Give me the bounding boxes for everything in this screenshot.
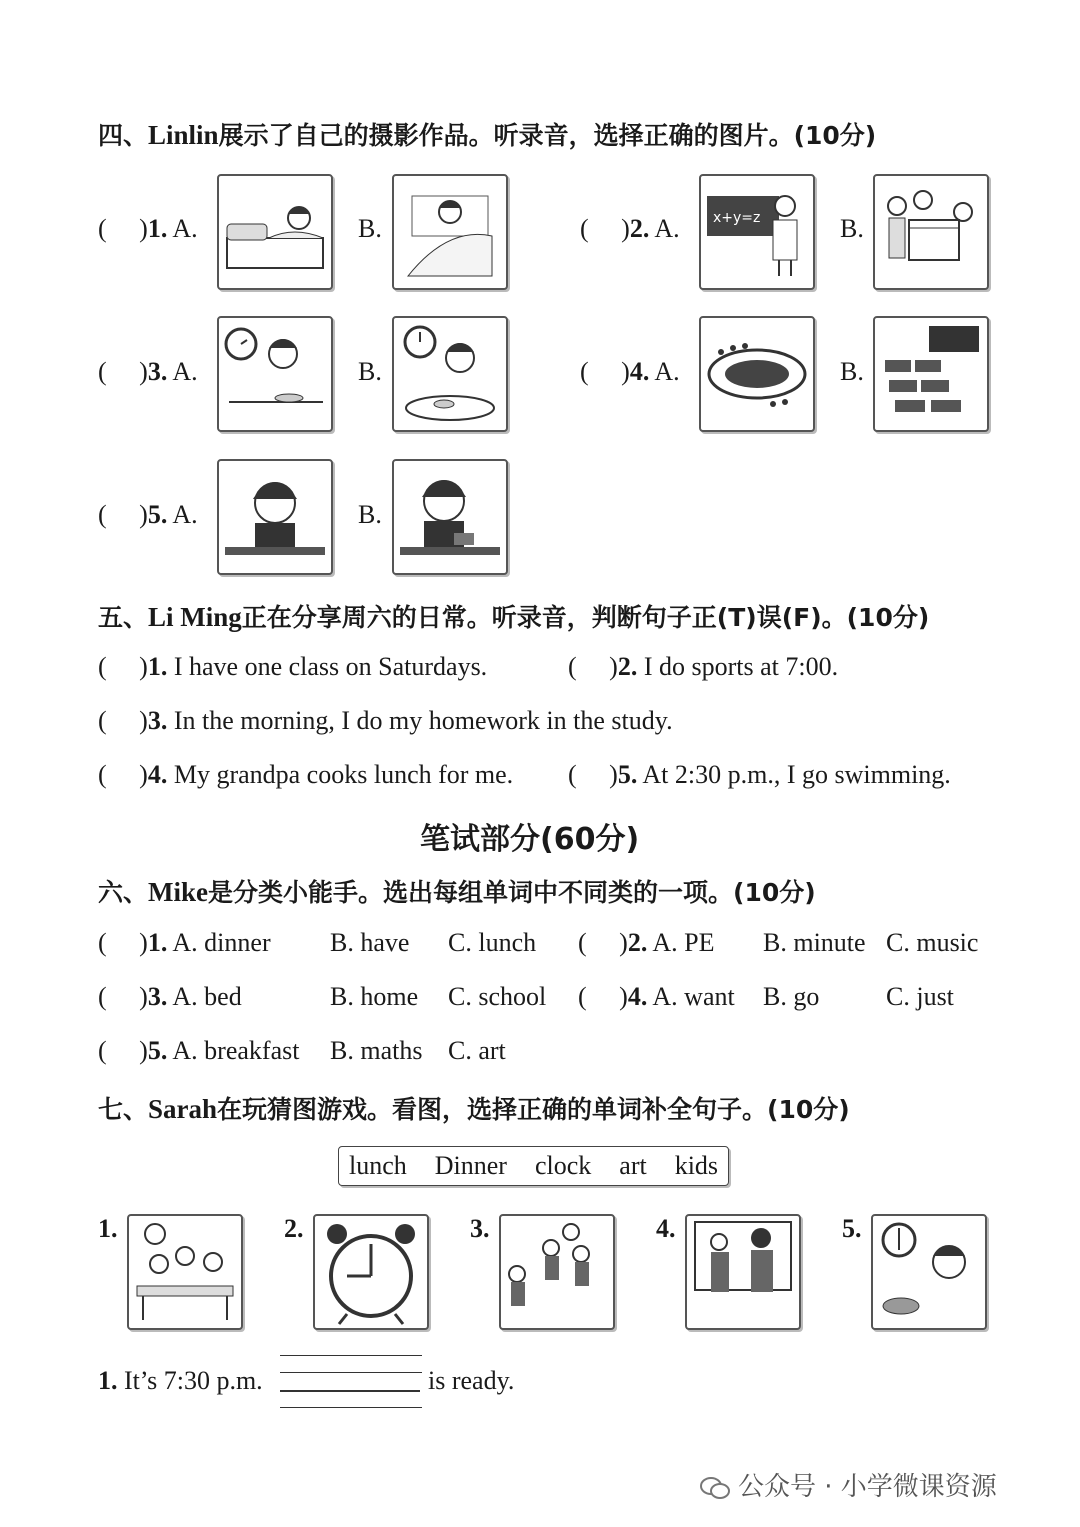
s7-sentence-1-end: is ready. <box>428 1366 515 1395</box>
s4-q1-picture-a-sleeping[interactable] <box>217 174 333 290</box>
s4-q4-picture-b-classroom[interactable] <box>873 316 989 432</box>
s4-q3-picture-b-clock-eating[interactable] <box>392 316 508 432</box>
word-lunch: lunch <box>349 1151 407 1180</box>
s7-picture-3-kids[interactable] <box>499 1214 615 1330</box>
s4-q5-picture-b-girl-eating[interactable] <box>392 459 508 575</box>
word-dinner: Dinner <box>434 1151 507 1180</box>
s5-item-1: ( )1. I have one class on Saturdays. <box>98 652 488 681</box>
s6-item-4-c: C. just <box>886 982 954 1011</box>
s7-picture-5-lunch[interactable] <box>871 1214 987 1330</box>
s7-pic-number-2: 2. <box>284 1214 304 1243</box>
s4-q3-picture-a-clock-breakfast[interactable] <box>217 316 333 432</box>
s6-item-2: ( )2. A. PE <box>578 928 715 957</box>
section6-title: 六、Mike是分类小能手。选出每组单词中不同类的一项。(10分) <box>98 877 816 907</box>
section4-title: 四、Linlin展示了自己的摄影作品。听录音，选择正确的图片。(10分) <box>98 120 877 150</box>
s6-item-1-c: C. lunch <box>448 928 537 957</box>
s5-item-4: ( )4. My grandpa cooks lunch for me. <box>98 760 514 789</box>
s4-q3-option-b: B. <box>358 357 382 386</box>
s5-item-3: ( )3. In the morning, I do my homework in the study. <box>98 706 673 735</box>
word-bank <box>338 1146 729 1186</box>
section7-title: 七、Sarah在玩猜图游戏。看图，选择正确的单词补全句子。(10分) <box>98 1094 850 1124</box>
section5-title: 五、Li Ming正在分享周六的日常。听录音，判断句子正(T)误(F)。(10分) <box>98 602 930 632</box>
s4-q5-label: ( )5. A. <box>98 500 198 529</box>
answer-line[interactable] <box>280 1390 420 1392</box>
written-part-title: 笔试部分(60分) <box>420 822 640 857</box>
s6-item-2-b: B. minute <box>763 928 866 957</box>
s4-q2-picture-b-music[interactable] <box>873 174 989 290</box>
s7-pic-number-3: 3. <box>470 1214 490 1243</box>
s4-q2-option-b: B. <box>840 214 864 243</box>
s4-q1-label: ( )1. A. <box>98 214 198 243</box>
s7-pic-number-1: 1. <box>98 1214 118 1243</box>
s4-q4-picture-a-playground[interactable] <box>699 316 815 432</box>
s7-picture-2-clock[interactable] <box>313 1214 429 1330</box>
s7-sentence-1-start: 1. It’s 7:30 p.m. <box>98 1366 263 1395</box>
s6-item-4-b: B. go <box>763 982 820 1011</box>
s6-item-4: ( )4. A. want <box>578 982 735 1011</box>
s6-item-1-b: B. have <box>330 928 410 957</box>
svg-text:x+y=z: x+y=z <box>713 210 761 226</box>
s4-q1-picture-b-waking[interactable] <box>392 174 508 290</box>
word-art: art <box>619 1151 647 1180</box>
s4-q5-picture-a-girl-drinking[interactable] <box>217 459 333 575</box>
answer-line-bottom <box>280 1407 422 1408</box>
s6-item-5-c: C. art <box>448 1036 506 1065</box>
s7-picture-4-art[interactable] <box>685 1214 801 1330</box>
watermark: 公众号 · 小学微课资源 <box>700 1466 997 1503</box>
s6-item-3: ( )3. A. bed <box>98 982 242 1011</box>
s6-item-3-b: B. home <box>330 982 419 1011</box>
word-kids: kids <box>674 1151 719 1180</box>
s5-item-2: ( )2. I do sports at 7:00. <box>568 652 839 681</box>
s6-item-1: ( )1. A. dinner <box>98 928 271 957</box>
s4-q5-option-b: B. <box>358 500 382 529</box>
s4-q1-option-b: B. <box>358 214 382 243</box>
answer-line-mid <box>280 1372 422 1373</box>
s4-q4-label: ( )4. A. <box>580 357 680 386</box>
s6-item-2-c: C. music <box>886 928 979 957</box>
s7-picture-1-dinner[interactable] <box>127 1214 243 1330</box>
s6-item-3-c: C. school <box>448 982 547 1011</box>
s4-q4-option-b: B. <box>840 357 864 386</box>
s6-item-5-b: B. maths <box>330 1036 423 1065</box>
answer-line-top <box>280 1355 422 1356</box>
s7-pic-number-5: 5. <box>842 1214 862 1243</box>
s4-q3-label: ( )3. A. <box>98 357 198 386</box>
s7-pic-number-4: 4. <box>656 1214 676 1243</box>
s4-q2-picture-a-maths[interactable] <box>699 174 815 290</box>
word-clock: clock <box>534 1151 592 1180</box>
wechat-icon <box>700 1476 730 1500</box>
s4-q2-label: ( )2. A. <box>580 214 680 243</box>
s5-item-5: ( )5. At 2:30 p.m., I go swimming. <box>568 760 951 789</box>
s6-item-5: ( )5. A. breakfast <box>98 1036 300 1065</box>
